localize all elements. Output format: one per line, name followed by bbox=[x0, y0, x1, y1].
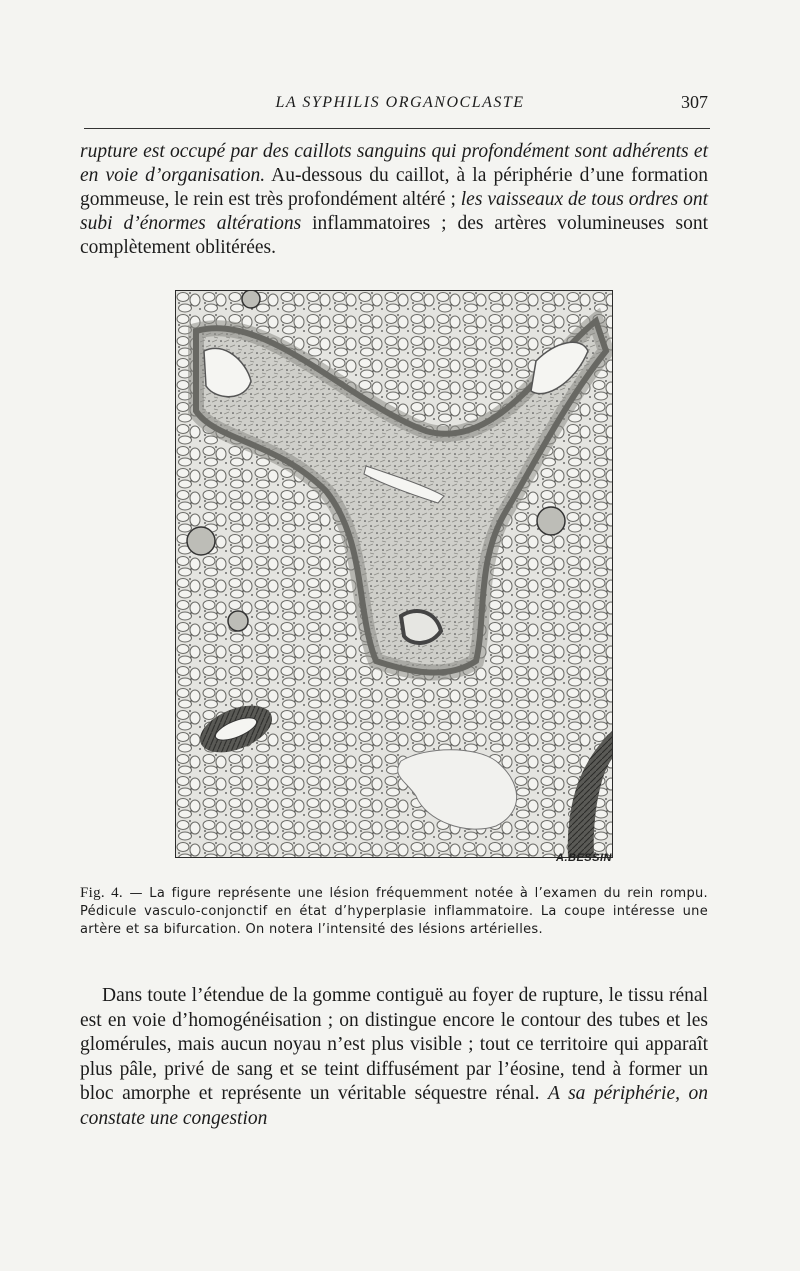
paragraph-top bbox=[80, 140, 708, 260]
text-run-2: inflammatoires ; des artères volumineuses sont complètement oblitérées. bbox=[80, 213, 708, 258]
histology-illustration bbox=[176, 291, 612, 857]
histology-figure bbox=[175, 290, 613, 858]
figure-caption bbox=[80, 884, 708, 939]
paragraph-bottom bbox=[80, 984, 708, 1131]
figure-label: Fig. 4. bbox=[80, 885, 123, 901]
caption-text: — La figure représente une lésion fréquemment notée à l’examen du rein rompu. Pédicule vasculo-conjonctif en état d’hyperplasie inflammatoire. La coupe intéresse une artère et sa bifurcation. On notera l’intensité des lésions artérielles. bbox=[80, 886, 708, 937]
italic-phrase-2: les vaisseaux de tous ordres ont subi d’énormes altérations bbox=[80, 189, 708, 234]
text-run-3: Dans toute l’étendue de la gomme contiguë au foyer de rupture, le tissu rénal est en voie d’homogénéisation ; on distingue encore le contour des tubes et les glomérules, mais aucun noyau n’est plus visible ; tout ce territoire qui apparaît plus pâle, privé de sang et se teint diffusément par l’éosine, tend à former un bloc amorphe et représente un véritable séquestre rénal. bbox=[80, 985, 708, 1104]
italic-phrase-1: rupture est occupé par des caillots sanguins qui profondément sont adhérents et en voie d’organisation. bbox=[80, 141, 708, 186]
page-number: 307 bbox=[681, 92, 708, 112]
text-run-1: Au-dessous du caillot, à la périphérie d’une formation gommeuse, le rein est très profondément altéré ; bbox=[80, 165, 708, 210]
running-header: LA SYPHILIS ORGANOCLASTE bbox=[275, 94, 525, 111]
header-rule bbox=[84, 128, 710, 129]
artist-signature: A.BESSIN bbox=[556, 852, 612, 864]
italic-phrase-3: A sa périphérie, on constate une congestion bbox=[80, 1083, 708, 1129]
